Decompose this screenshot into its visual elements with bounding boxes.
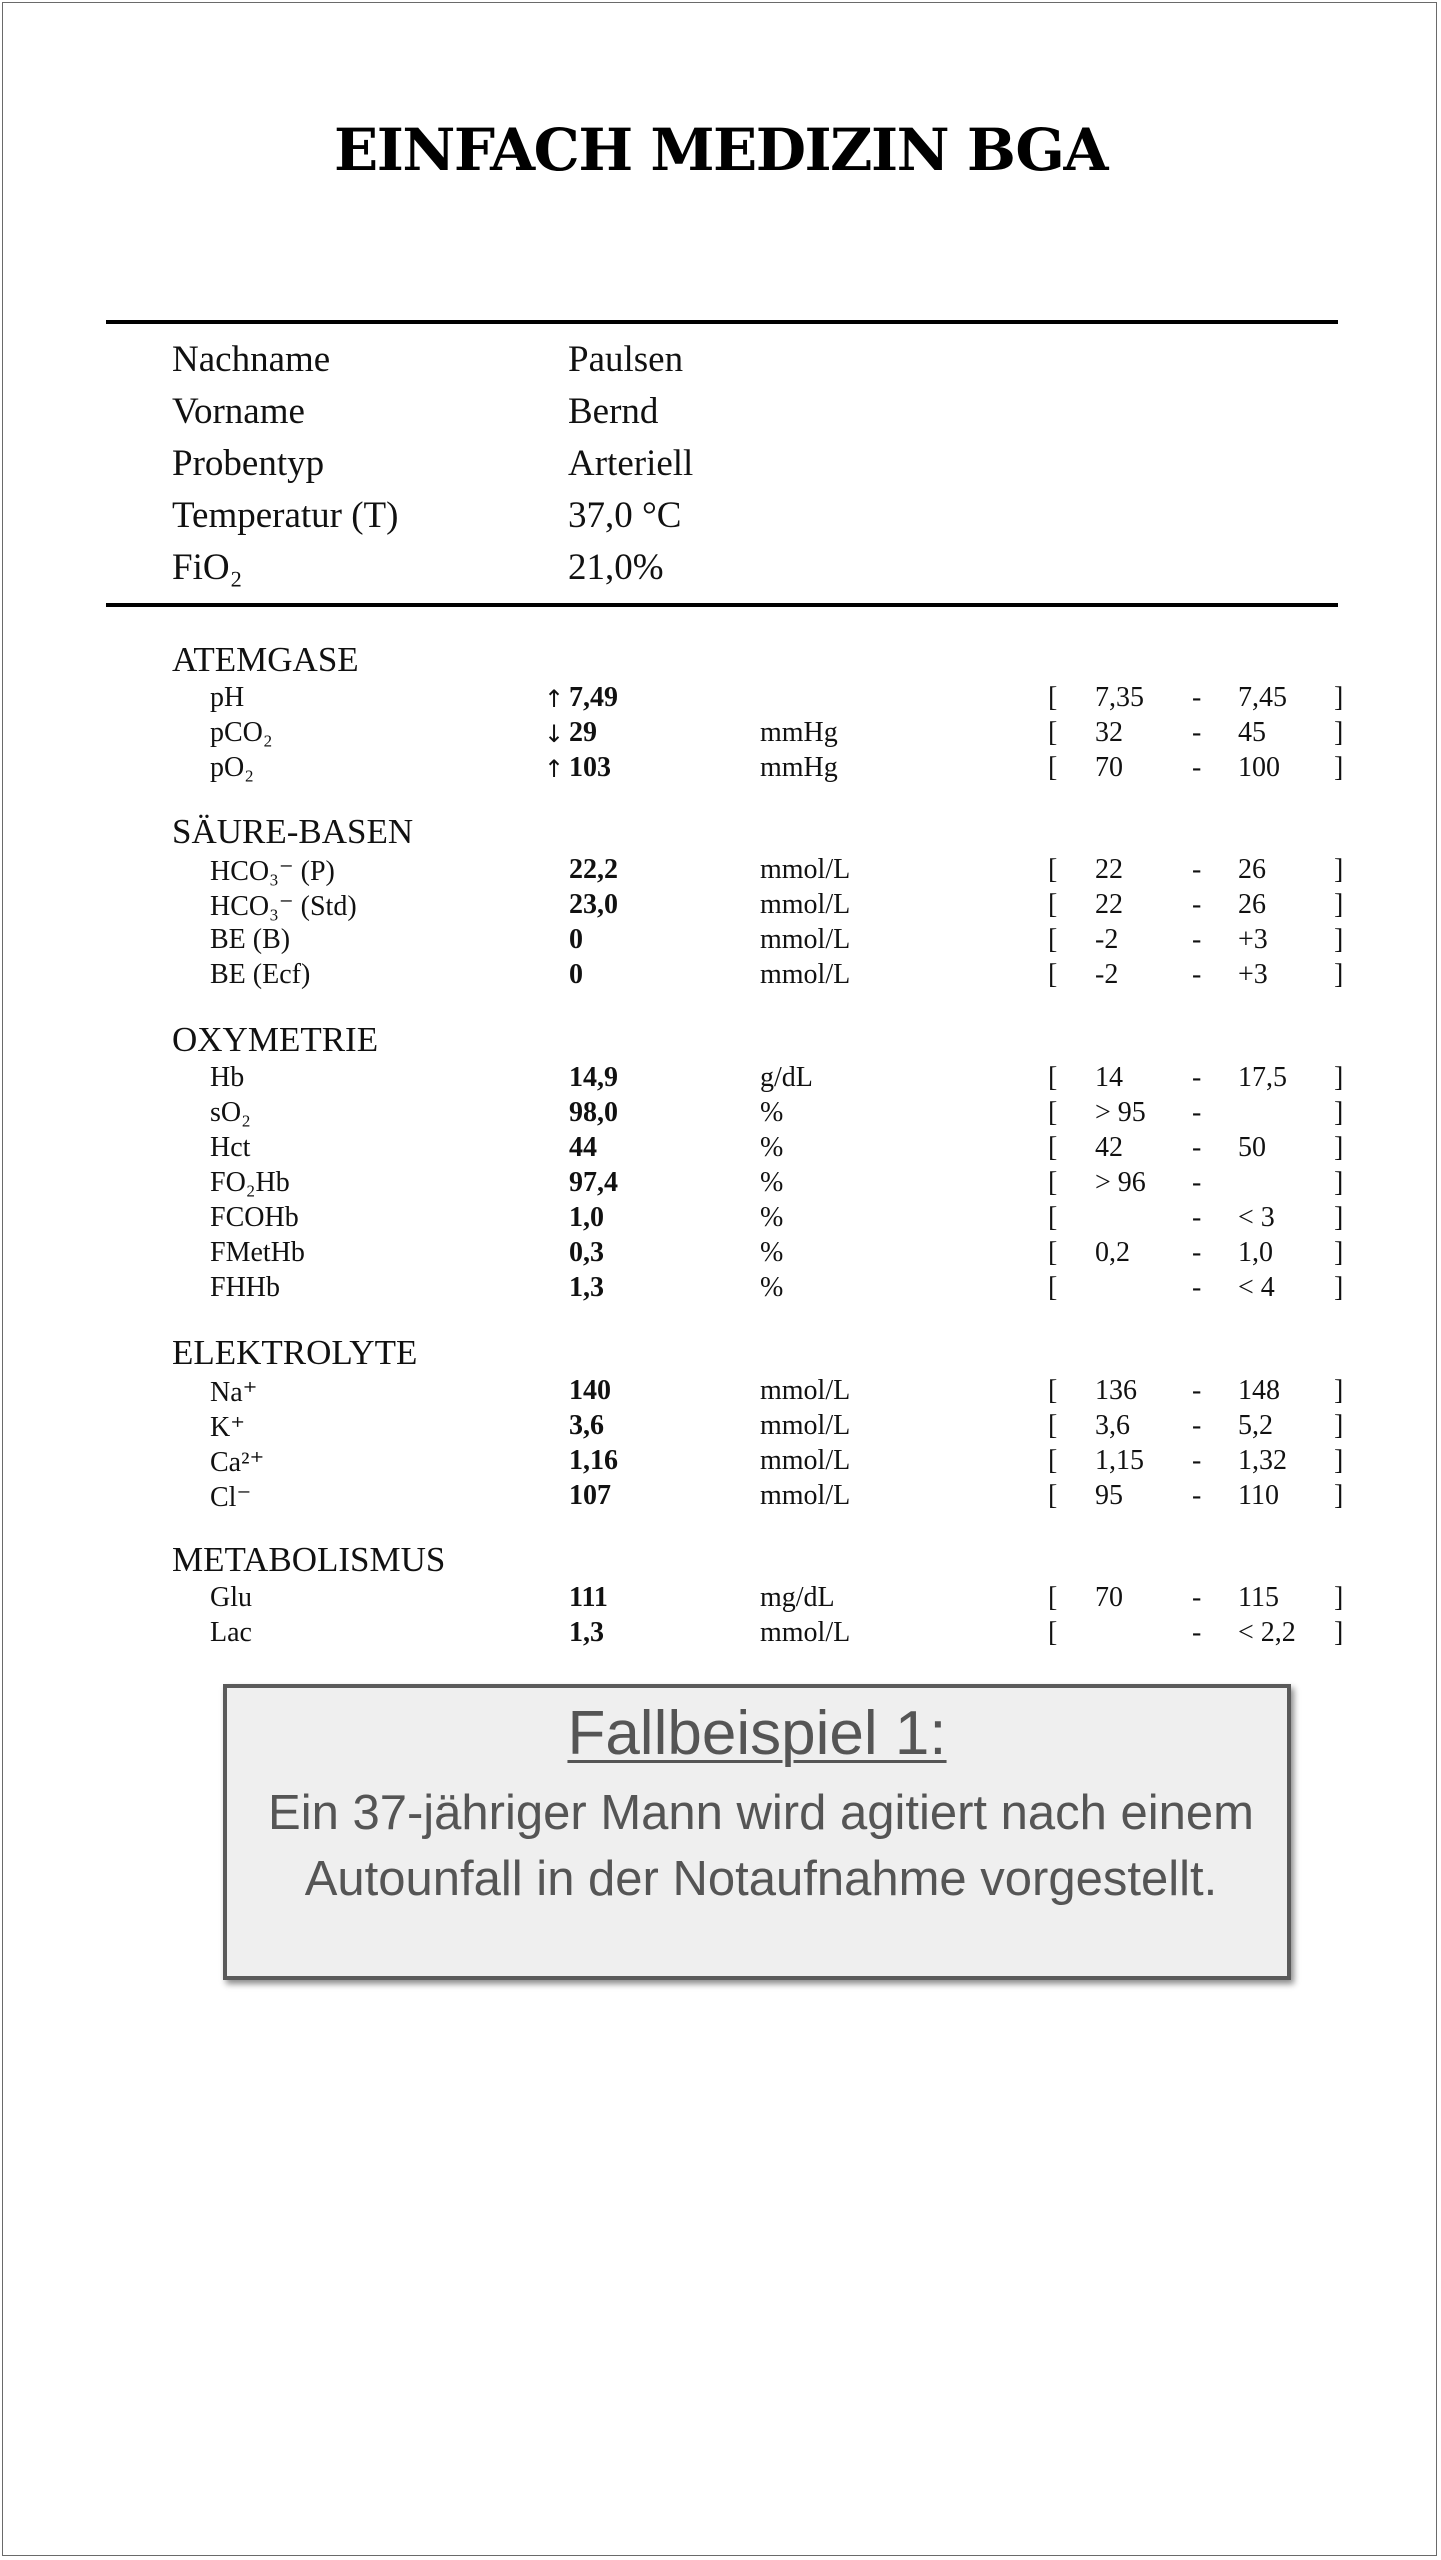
range-bracket-open: [ xyxy=(1048,889,1058,920)
range-low: 70 xyxy=(1095,752,1123,783)
lab-value: 23,0 xyxy=(569,889,618,920)
range-low: -2 xyxy=(1095,924,1119,955)
lab-row xyxy=(210,959,1350,994)
report-title: EINFACH MEDIZIN BGA xyxy=(334,116,1107,184)
range-bracket-open: [ xyxy=(1048,1132,1058,1163)
range-low: 1,15 xyxy=(1095,1445,1144,1476)
range-bracket-close: ] xyxy=(1334,1480,1344,1511)
range-bracket-open: [ xyxy=(1048,854,1058,885)
lab-row xyxy=(210,1445,1350,1480)
patient-row-fio2 xyxy=(172,546,972,598)
range-bracket-open: [ xyxy=(1048,752,1058,783)
range-high: 26 xyxy=(1238,854,1266,885)
patient-value: 37,0 °C xyxy=(568,495,682,536)
lab-row xyxy=(210,854,1350,889)
patient-value: Bernd xyxy=(568,391,659,432)
range-separator: - xyxy=(1192,1237,1202,1268)
range-high: 7,45 xyxy=(1238,682,1287,713)
patient-label: FiO₂ xyxy=(172,547,243,588)
range-low: 32 xyxy=(1095,717,1123,748)
range-bracket-open: [ xyxy=(1048,717,1058,748)
patient-row-temperature xyxy=(172,494,972,546)
range-high: 148 xyxy=(1238,1375,1280,1406)
range-bracket-open: [ xyxy=(1048,1375,1058,1406)
range-bracket-open: [ xyxy=(1048,1097,1058,1128)
lab-unit: % xyxy=(760,1202,784,1233)
range-high: 115 xyxy=(1238,1582,1279,1613)
lab-unit: mmol/L xyxy=(760,1617,851,1648)
header-rule-bottom xyxy=(106,603,1338,607)
range-bracket-close: ] xyxy=(1334,752,1344,783)
section-title: METABOLISMUS xyxy=(172,1540,446,1579)
range-bracket-close: ] xyxy=(1334,1582,1344,1613)
range-separator: - xyxy=(1192,1062,1202,1093)
range-bracket-close: ] xyxy=(1334,682,1344,713)
range-separator: - xyxy=(1192,1202,1202,1233)
flag-arrow-icon: ↑ xyxy=(544,685,565,713)
range-bracket-close: ] xyxy=(1334,1167,1344,1198)
range-high: < 3 xyxy=(1238,1202,1275,1233)
section-title: SÄURE-BASEN xyxy=(172,812,414,851)
range-bracket-close: ] xyxy=(1334,889,1344,920)
lab-name: sO₂ xyxy=(210,1097,251,1128)
patient-label: Vorname xyxy=(172,391,305,432)
lab-name: FCOHb xyxy=(210,1202,299,1233)
flag-arrow-icon: ↑ xyxy=(544,755,565,783)
range-low: > 95 xyxy=(1095,1097,1146,1128)
range-separator: - xyxy=(1192,1272,1202,1303)
lab-row xyxy=(210,924,1350,959)
header-rule-top xyxy=(106,320,1338,324)
lab-unit: % xyxy=(760,1237,784,1268)
range-bracket-close: ] xyxy=(1334,1617,1344,1648)
range-separator: - xyxy=(1192,682,1202,713)
lab-unit: mmol/L xyxy=(760,1480,851,1511)
range-low: 95 xyxy=(1095,1480,1123,1511)
range-separator: - xyxy=(1192,1480,1202,1511)
lab-value: 29 xyxy=(569,717,597,748)
lab-row xyxy=(210,1375,1350,1410)
range-separator: - xyxy=(1192,1582,1202,1613)
case-box xyxy=(223,1684,1291,1980)
range-bracket-close: ] xyxy=(1334,854,1344,885)
range-bracket-close: ] xyxy=(1334,959,1344,990)
range-separator: - xyxy=(1192,1445,1202,1476)
range-low: 136 xyxy=(1095,1375,1137,1406)
range-bracket-open: [ xyxy=(1048,959,1058,990)
lab-value: 1,3 xyxy=(569,1617,604,1648)
range-high: 5,2 xyxy=(1238,1410,1273,1441)
range-low: -2 xyxy=(1095,959,1119,990)
range-high: 100 xyxy=(1238,752,1280,783)
range-bracket-open: [ xyxy=(1048,682,1058,713)
range-high: +3 xyxy=(1238,924,1268,955)
range-bracket-close: ] xyxy=(1334,1062,1344,1093)
range-bracket-close: ] xyxy=(1334,1097,1344,1128)
lab-name: Lac xyxy=(210,1617,252,1648)
lab-name: Cl⁻ xyxy=(210,1482,252,1513)
lab-unit: mmol/L xyxy=(760,1375,851,1406)
lab-row xyxy=(210,1480,1350,1515)
range-low: 42 xyxy=(1095,1132,1123,1163)
lab-name: pH xyxy=(210,682,245,713)
range-separator: - xyxy=(1192,889,1202,920)
range-separator: - xyxy=(1192,1132,1202,1163)
lab-name: HCO₃⁻ (Std) xyxy=(210,891,357,922)
lab-unit: % xyxy=(760,1132,784,1163)
lab-name: BE (B) xyxy=(210,924,291,955)
range-bracket-close: ] xyxy=(1334,924,1344,955)
range-high: 45 xyxy=(1238,717,1266,748)
lab-value: 3,6 xyxy=(569,1410,604,1441)
lab-name: Hct xyxy=(210,1132,251,1163)
range-separator: - xyxy=(1192,924,1202,955)
range-bracket-open: [ xyxy=(1048,1062,1058,1093)
range-bracket-open: [ xyxy=(1048,1202,1058,1233)
lab-unit: mmHg xyxy=(760,717,838,748)
range-bracket-close: ] xyxy=(1334,717,1344,748)
range-low: 0,2 xyxy=(1095,1237,1130,1268)
range-bracket-open: [ xyxy=(1048,1582,1058,1613)
range-bracket-open: [ xyxy=(1048,1272,1058,1303)
lab-unit: g/dL xyxy=(760,1062,813,1093)
lab-value: 140 xyxy=(569,1375,611,1406)
lab-unit: mmol/L xyxy=(760,854,851,885)
range-high: 17,5 xyxy=(1238,1062,1287,1093)
section-title: OXYMETRIE xyxy=(172,1020,379,1059)
lab-name: BE (Ecf) xyxy=(210,959,311,990)
case-title: Fallbeispiel 1: xyxy=(567,1699,947,1768)
lab-name: Ca²⁺ xyxy=(210,1447,265,1478)
lab-row xyxy=(210,1132,1350,1167)
lab-name: HCO₃⁻ (P) xyxy=(210,856,335,887)
lab-value: 1,3 xyxy=(569,1272,604,1303)
lab-name: FO₂Hb xyxy=(210,1167,290,1198)
section-title: ATEMGASE xyxy=(172,640,359,679)
lab-unit: mg/dL xyxy=(760,1582,835,1613)
range-bracket-open: [ xyxy=(1048,924,1058,955)
range-bracket-close: ] xyxy=(1334,1202,1344,1233)
range-low: > 96 xyxy=(1095,1167,1146,1198)
lab-row xyxy=(210,1410,1350,1445)
range-bracket-open: [ xyxy=(1048,1237,1058,1268)
range-bracket-close: ] xyxy=(1334,1410,1344,1441)
lab-unit: % xyxy=(760,1167,784,1198)
patient-row-sample-type xyxy=(172,442,972,494)
patient-label: Nachname xyxy=(172,339,331,380)
lab-row xyxy=(210,1237,1350,1272)
range-separator: - xyxy=(1192,1410,1202,1441)
lab-unit: mmol/L xyxy=(760,889,851,920)
range-low: 22 xyxy=(1095,889,1123,920)
lab-row xyxy=(210,1202,1350,1237)
range-high: < 2,2 xyxy=(1238,1617,1296,1648)
range-bracket-open: [ xyxy=(1048,1445,1058,1476)
range-high: 110 xyxy=(1238,1480,1279,1511)
lab-value: 107 xyxy=(569,1480,611,1511)
range-bracket-open: [ xyxy=(1048,1617,1058,1648)
lab-value: 111 xyxy=(569,1582,608,1613)
lab-name: Hb xyxy=(210,1062,245,1093)
lab-name: pO₂ xyxy=(210,752,254,783)
range-low: 70 xyxy=(1095,1582,1123,1613)
section-title: ELEKTROLYTE xyxy=(172,1333,418,1372)
range-high: 26 xyxy=(1238,889,1266,920)
range-high: 1,32 xyxy=(1238,1445,1287,1476)
range-bracket-open: [ xyxy=(1048,1167,1058,1198)
patient-label: Probentyp xyxy=(172,443,325,484)
lab-value: 22,2 xyxy=(569,854,618,885)
range-separator: - xyxy=(1192,854,1202,885)
patient-row-firstname xyxy=(172,390,972,442)
range-bracket-open: [ xyxy=(1048,1480,1058,1511)
range-bracket-close: ] xyxy=(1334,1132,1344,1163)
range-bracket-close: ] xyxy=(1334,1237,1344,1268)
patient-row-lastname xyxy=(172,338,972,390)
lab-row xyxy=(210,1582,1350,1617)
lab-value: 0 xyxy=(569,924,583,955)
range-separator: - xyxy=(1192,1097,1202,1128)
patient-label: Temperatur (T) xyxy=(172,495,399,536)
range-high: +3 xyxy=(1238,959,1268,990)
lab-value: 14,9 xyxy=(569,1062,618,1093)
range-bracket-open: [ xyxy=(1048,1410,1058,1441)
patient-value: Paulsen xyxy=(568,339,684,380)
range-separator: - xyxy=(1192,752,1202,783)
range-separator: - xyxy=(1192,1617,1202,1648)
lab-name: Glu xyxy=(210,1582,252,1613)
lab-value: 0,3 xyxy=(569,1237,604,1268)
lab-row xyxy=(210,1617,1350,1652)
lab-value: 1,16 xyxy=(569,1445,618,1476)
lab-value: 44 xyxy=(569,1132,597,1163)
lab-value: 98,0 xyxy=(569,1097,618,1128)
range-separator: - xyxy=(1192,1167,1202,1198)
patient-value: Arteriell xyxy=(568,443,694,484)
range-separator: - xyxy=(1192,717,1202,748)
lab-value: 0 xyxy=(569,959,583,990)
lab-row xyxy=(210,889,1350,924)
lab-value: 7,49 xyxy=(569,682,618,713)
lab-name: FHHb xyxy=(210,1272,281,1303)
lab-value: 103 xyxy=(569,752,611,783)
lab-unit: mmol/L xyxy=(760,1445,851,1476)
lab-unit: % xyxy=(760,1272,784,1303)
range-low: 7,35 xyxy=(1095,682,1144,713)
lab-unit: mmHg xyxy=(760,752,838,783)
range-low: 14 xyxy=(1095,1062,1123,1093)
lab-row xyxy=(210,1097,1350,1132)
patient-value: 21,0% xyxy=(568,547,664,588)
lab-name: FMetHb xyxy=(210,1237,305,1268)
lab-row xyxy=(210,1272,1350,1307)
range-high: 1,0 xyxy=(1238,1237,1273,1268)
range-bracket-close: ] xyxy=(1334,1375,1344,1406)
lab-name: pCO₂ xyxy=(210,717,273,748)
range-bracket-close: ] xyxy=(1334,1272,1344,1303)
lab-name: Na⁺ xyxy=(210,1377,258,1408)
lab-row xyxy=(210,752,1350,787)
range-separator: - xyxy=(1192,1375,1202,1406)
range-high: 50 xyxy=(1238,1132,1266,1163)
lab-unit: % xyxy=(760,1097,784,1128)
lab-row xyxy=(210,717,1350,752)
flag-arrow-icon: ↓ xyxy=(544,720,565,748)
lab-value: 97,4 xyxy=(569,1167,618,1198)
lab-unit: mmol/L xyxy=(760,924,851,955)
case-text: Ein 37-jähriger Mann wird agitiert nach einem Autounfall in der Notaufnahme vorgestellt. xyxy=(268,1786,1254,1906)
lab-unit: mmol/L xyxy=(760,959,851,990)
range-high: < 4 xyxy=(1238,1272,1275,1303)
lab-row xyxy=(210,1062,1350,1097)
lab-row xyxy=(210,682,1350,717)
lab-value: 1,0 xyxy=(569,1202,604,1233)
range-low: 3,6 xyxy=(1095,1410,1130,1441)
lab-row xyxy=(210,1167,1350,1202)
lab-name: K⁺ xyxy=(210,1412,245,1443)
range-bracket-close: ] xyxy=(1334,1445,1344,1476)
range-low: 22 xyxy=(1095,854,1123,885)
range-separator: - xyxy=(1192,959,1202,990)
lab-unit: mmol/L xyxy=(760,1410,851,1441)
